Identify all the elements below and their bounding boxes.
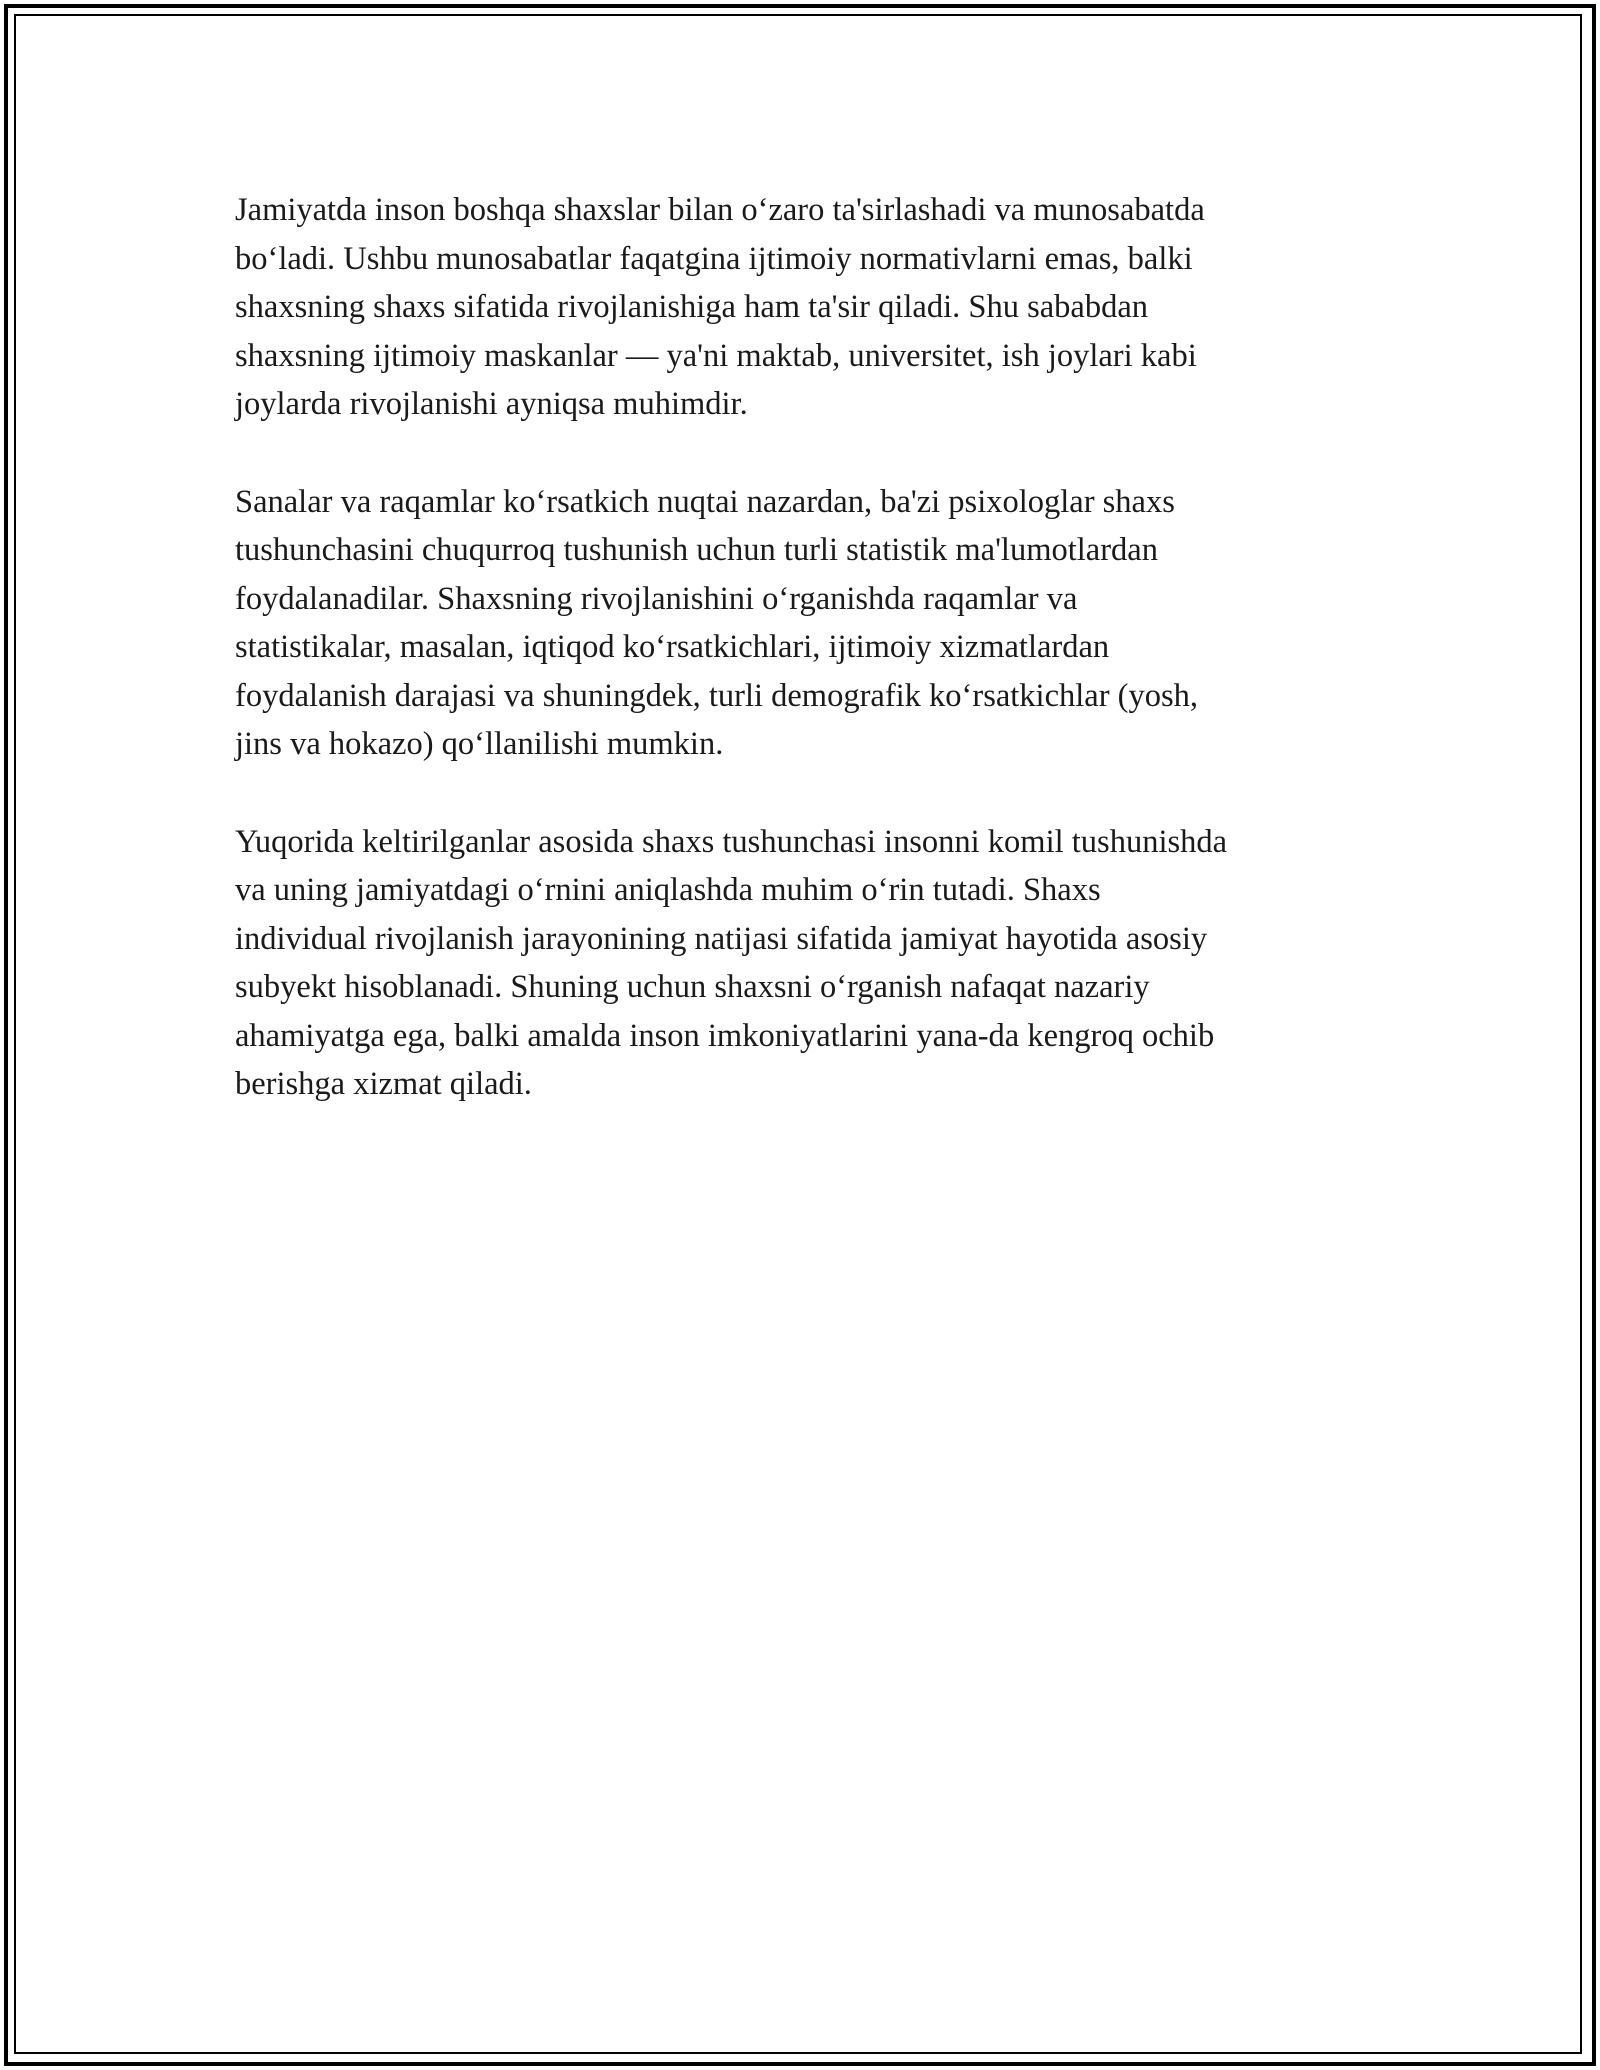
paragraph-line: jins va hokazo) qo‘llanilishi mumkin. <box>235 726 724 762</box>
paragraph-line: Yuqorida keltirilganlar asosida shaxs tushunchasi insonni komil tushunishda <box>235 823 1228 860</box>
paragraph-line: berishga xizmat qiladi. <box>235 1066 532 1102</box>
paragraph-line: subyekt hisoblanadi. Shuning uchun shaxsni o‘rganish nafaqat nazariy <box>235 969 1150 1005</box>
paragraph-line: individual rivojlanish jarayonining natijasi sifatida jamiyat hayotida asosiy <box>235 920 1208 957</box>
paragraph-line: foydalanish darajasi va shuningdek, turli demografik ko‘rsatkichlar (yosh, <box>235 677 1199 714</box>
paragraph-line: Jamiyatda inson boshqa shaxslar bilan o‘zaro ta'sirlashadi va munosabatda <box>235 192 1205 228</box>
paragraph-1 <box>235 186 1375 429</box>
paragraph-line: statistikalar, masalan, iqtiqod ko‘rsatkichlari, ijtimoiy xizmatlardan <box>235 629 1110 665</box>
paragraph-line: ahamiyatga ega, balki amalda inson imkoniyatlarini yana-da kengroq ochib <box>235 1017 1215 1054</box>
paragraph-3 <box>235 818 1375 1109</box>
paragraph-line: va uning jamiyatdagi o‘rnini aniqlashda muhim o‘rin tutadi. Shaxs <box>235 872 1101 908</box>
paragraph-line: shaxsning shaxs sifatida rivojlanishiga ham ta'sir qiladi. Shu sababdan <box>235 289 1148 325</box>
paragraph-line: bo‘ladi. Ushbu munosabatlar faqatgina ijtimoiy normativlarni emas, balki <box>235 240 1193 277</box>
document-body <box>235 186 1375 1158</box>
paragraph-2 <box>235 478 1375 769</box>
paragraph-line: foydalanadilar. Shaxsning rivojlanishini o‘rganishda raqamlar va <box>235 580 1078 617</box>
paragraph-line: Sanalar va raqamlar ko‘rsatkich nuqtai nazardan, ba'zi psixologlar shaxs <box>235 483 1175 520</box>
paragraph-line: tushunchasini chuqurroq tushunish uchun turli statistik ma'lumotlardan <box>235 532 1158 568</box>
paragraph-line: shaxsning ijtimoiy maskanlar — ya'ni maktab, universitet, ish joylari kabi <box>235 337 1197 374</box>
paragraph-line: joylarda rivojlanishi ayniqsa muhimdir. <box>235 386 748 422</box>
